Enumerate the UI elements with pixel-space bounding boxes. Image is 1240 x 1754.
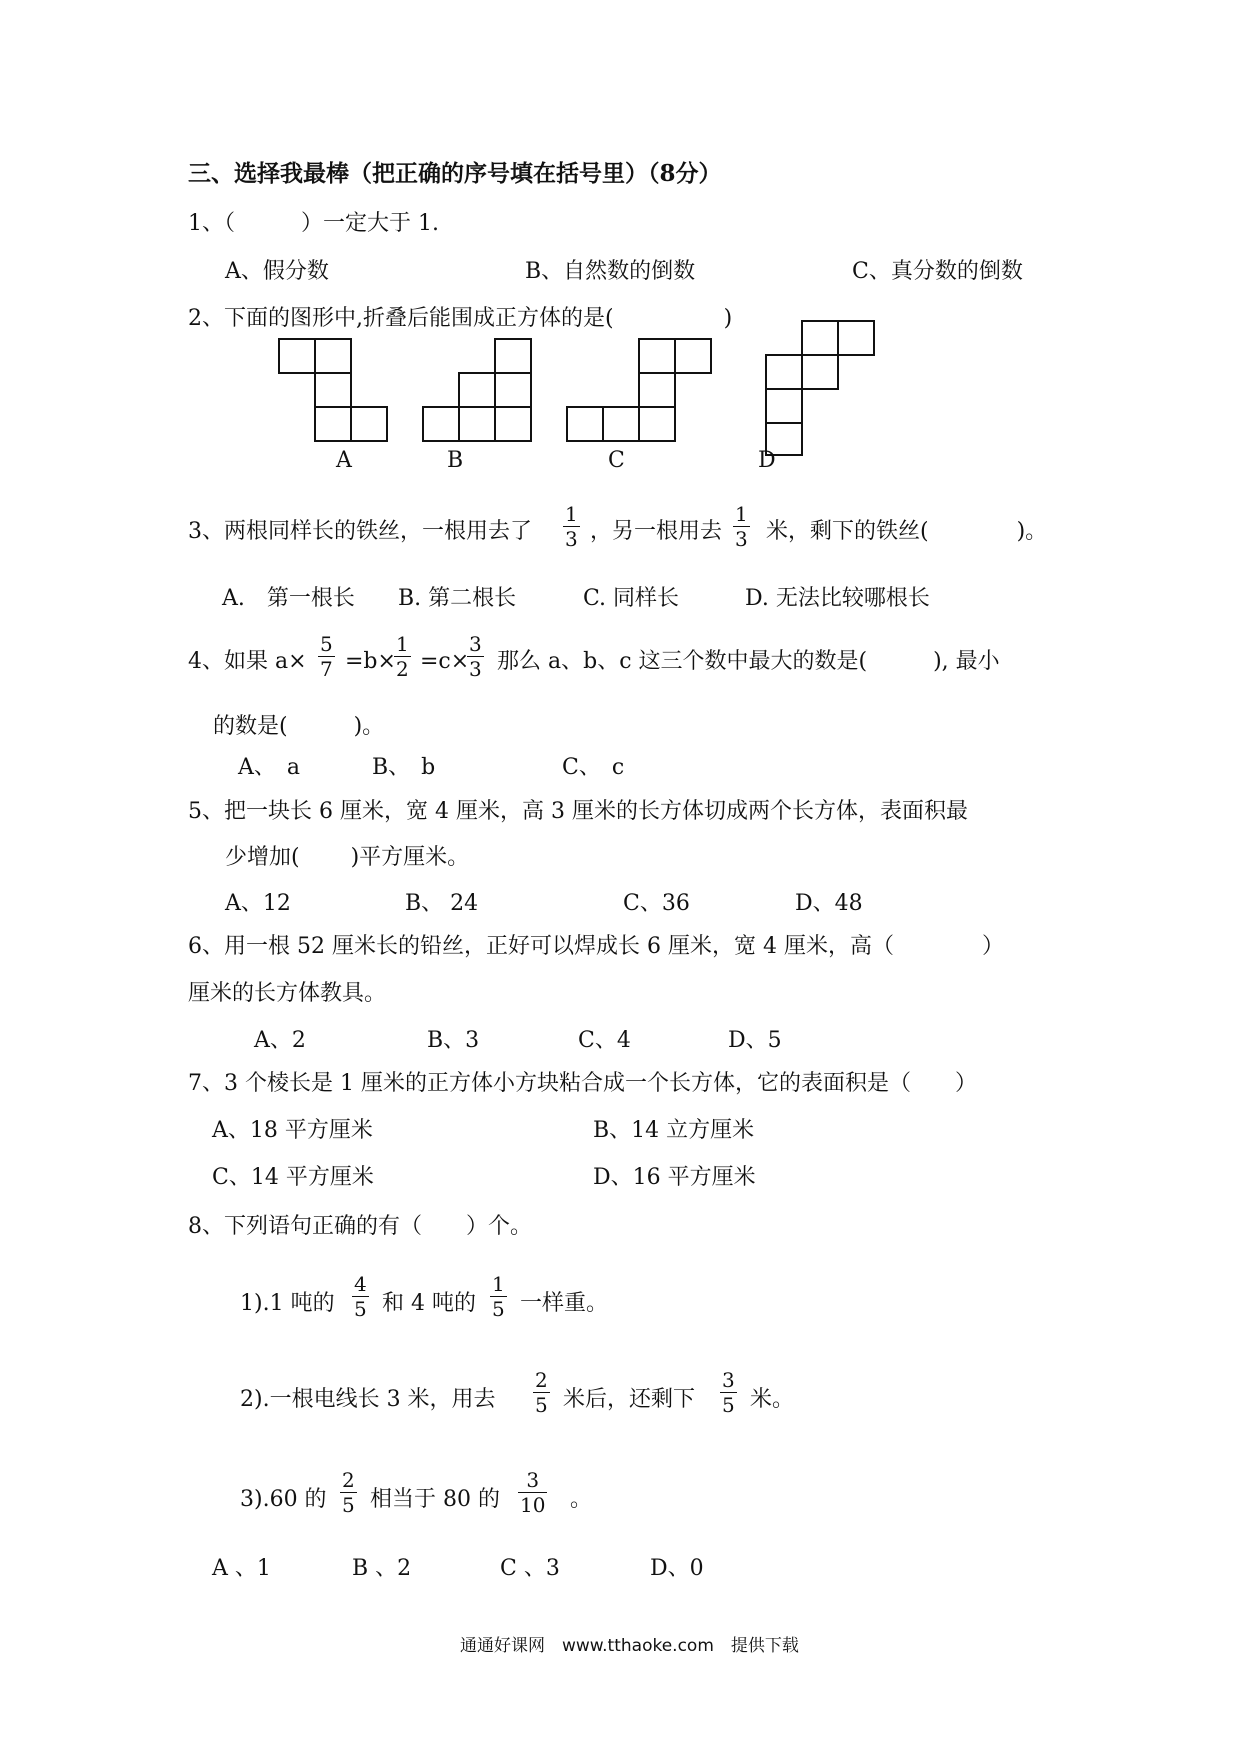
q5-option-b: B、 24 (405, 891, 479, 916)
net-c-diagram (566, 338, 714, 442)
q8-s2-fraction-1-denominator: 5 (535, 1393, 548, 1417)
q1-option-a: A、假分数 (225, 259, 329, 284)
net-b-diagram (422, 338, 534, 442)
q8-s1-fraction-1-denominator: 5 (354, 1297, 367, 1321)
q4-option-a: A、 a (238, 755, 301, 780)
q8-s1-fraction-1-numerator: 4 (354, 1272, 367, 1296)
q6-option-b: B、3 (427, 1028, 480, 1053)
q1-stem: 1、（ ）一定大于 1. (188, 211, 439, 236)
q3-text-2: ，另一根用去 (590, 519, 723, 544)
footer-credit: 通通好课网 www.tthaoke.com 提供下载 (460, 1636, 799, 1656)
q8-option-d: D、0 (650, 1556, 704, 1581)
q8-s2-fraction-1-numerator: 2 (535, 1368, 548, 1392)
q4-fraction-2-denominator: 2 (396, 657, 409, 681)
q5-line-2: 少增加( )平方厘米。 (225, 845, 470, 870)
q6-line-2: 厘米的长方体教具。 (188, 981, 387, 1006)
q3-fraction-2 (733, 503, 750, 550)
q8-s3-fraction-2 (518, 1469, 547, 1516)
q8-s1-fraction-1 (352, 1273, 369, 1320)
q3-option-b: B. 第二根长 (398, 586, 517, 611)
q4-option-b: B、 b (372, 755, 436, 780)
q7-option-a: A、18 平方厘米 (212, 1118, 373, 1143)
q8-s1-text-1: 1).1 吨的 (240, 1291, 335, 1316)
q8-s3-fraction-1-denominator: 5 (342, 1493, 355, 1517)
q8-s3-fraction-1 (340, 1469, 357, 1516)
q6-line-1: 6、用一根 52 厘米长的铅丝，正好可以焊成长 6 厘米，宽 4 厘米，高（ ） (188, 934, 1004, 959)
q6-option-c: C、4 (578, 1028, 631, 1053)
q4-text-3: =c× (420, 649, 470, 674)
q8-s2-text-2: 米后，还剩下 (563, 1387, 696, 1412)
q8-s3-fraction-1-numerator: 2 (342, 1468, 355, 1492)
q3-fraction-2-denominator: 3 (735, 527, 748, 551)
q4-fraction-2 (394, 633, 411, 680)
q2-stem: 2、下面的图形中,折叠后能围成正方体的是( ) (188, 306, 733, 331)
net-label-d: D (758, 448, 776, 473)
q8-s2-fraction-2 (720, 1369, 737, 1416)
q8-stem: 8、下列语句正确的有（ ）个。 (188, 1214, 532, 1239)
q4-fraction-1-numerator: 5 (320, 632, 333, 656)
q5-option-d: D、48 (795, 891, 863, 916)
q8-s1-text-3: 一样重。 (520, 1291, 609, 1316)
q8-s3-text-1: 3).60 的 (240, 1487, 327, 1512)
q4-fraction-1 (318, 633, 335, 680)
q4-fraction-2-numerator: 1 (396, 632, 409, 656)
net-label-c: C (608, 448, 625, 473)
net-a-diagram (278, 338, 390, 442)
q4-fraction-1-denominator: 7 (320, 657, 333, 681)
q4-text-1: 4、如果 a× (188, 649, 307, 674)
q8-s3-text-2: 相当于 80 的 (370, 1487, 500, 1512)
q7-option-c: C、14 平方厘米 (212, 1165, 374, 1190)
q3-option-a: A. 第一根长 (222, 586, 355, 611)
q8-s3-text-3: 。 (570, 1487, 593, 1512)
q7-stem: 7、3 个棱长是 1 厘米的正方体小方块粘合成一个长方体，它的表面积是（ ） (188, 1071, 977, 1096)
q3-fraction-2-numerator: 1 (735, 502, 748, 526)
q4-fraction-3 (467, 633, 484, 680)
q3-fraction-1 (563, 503, 580, 550)
q3-option-c: C. 同样长 (583, 586, 680, 611)
q8-s1-text-2: 和 4 吨的 (382, 1291, 476, 1316)
q5-line-1: 5、把一块长 6 厘米，宽 4 厘米，高 3 厘米的长方体切成两个长方体，表面积最 (188, 799, 968, 824)
q4-line-2: 的数是( )。 (213, 714, 385, 739)
q4-text-4: 那么 a、b、c 这三个数中最大的数是( ), 最小 (497, 649, 1000, 674)
q8-s2-fraction-1 (533, 1369, 550, 1416)
net-label-b: B (447, 448, 464, 473)
q8-option-c: C 、3 (500, 1556, 560, 1581)
q3-option-d: D. 无法比较哪根长 (745, 586, 930, 611)
net-d-diagram (765, 320, 879, 456)
q3-fraction-1-denominator: 3 (565, 527, 578, 551)
q1-option-b: B、自然数的倒数 (525, 259, 696, 284)
q3-text-3: 米，剩下的铁丝( )。 (766, 519, 1048, 544)
q8-s2-text-1: 2).一根电线长 3 米，用去 (240, 1387, 496, 1412)
section-title: 三、选择我最棒（把正确的序号填在括号里）（8分） (188, 160, 722, 187)
q4-option-c: C、 c (562, 755, 625, 780)
q8-s1-fraction-2 (490, 1273, 507, 1320)
q5-option-c: C、36 (623, 891, 690, 916)
q8-s1-fraction-2-denominator: 5 (492, 1297, 505, 1321)
q8-s2-text-3: 米。 (750, 1387, 795, 1412)
q6-option-a: A、2 (254, 1028, 306, 1053)
net-label-a: A (336, 448, 352, 473)
q1-option-c: C、真分数的倒数 (852, 259, 1023, 284)
q3-text-1: 3、两根同样长的铁丝，一根用去了 (188, 519, 532, 544)
q8-s1-fraction-2-numerator: 1 (492, 1272, 505, 1296)
q8-s2-fraction-2-denominator: 5 (722, 1393, 735, 1417)
q5-option-a: A、12 (225, 891, 291, 916)
q7-option-b: B、14 立方厘米 (593, 1118, 755, 1143)
q8-s2-fraction-2-numerator: 3 (722, 1368, 735, 1392)
q6-option-d: D、5 (728, 1028, 782, 1053)
q8-option-b: B 、2 (352, 1556, 412, 1581)
q4-fraction-3-denominator: 3 (469, 657, 482, 681)
q7-option-d: D、16 平方厘米 (593, 1165, 756, 1190)
q8-s3-fraction-2-numerator: 3 (526, 1468, 540, 1492)
q3-fraction-1-numerator: 1 (565, 502, 578, 526)
q4-text-2: =b× (345, 649, 396, 674)
q8-option-a: A 、1 (212, 1556, 271, 1581)
q8-s3-fraction-2-denominator: 10 (520, 1493, 546, 1517)
q4-fraction-3-numerator: 3 (469, 632, 482, 656)
